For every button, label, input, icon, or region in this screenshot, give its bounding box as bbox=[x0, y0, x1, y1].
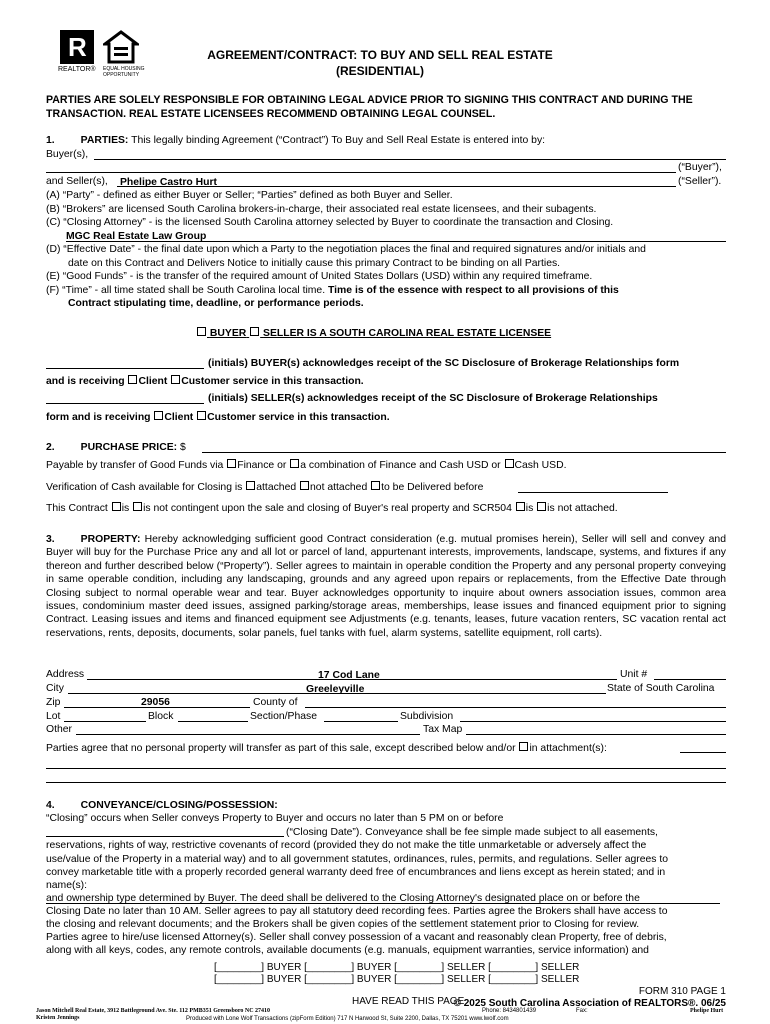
section-3-text: 3. PROPERTY: Hereby acknowledging sufficient good Contract consideration (e.g. mutual promises herein), Seller will sell and convey and Buyer will buy for the Purchase Price any and all lot or parcel of land, appurtenant interests, improvements, landscape, systems, and fixtures if any thereon and further described below (“Property”). Seller agrees to maintain in operable condition the Property and any personal property conveying in same operable condition, including any landscaping, grounds and any agreed upon repairs or replacements, from the Effective Date through Closing subject to normal operable wear and tear. Buyer acknowledges opportunity to inquire about owners association issues, common area issues, condominium master deed issues, assigned parking/storage areas, memberships, lease issues and financed equipment prior to signing Contract. Leasing issues and items and financed equipment see Adjustments (e.g. tenants, leases, future vacation renters, SC vacation rental act reservations, rents, deposits, documents, solar panels, fuel tanks with fuel, alarm systems, satellite equipment, roll carts). bbox=[46, 534, 726, 639]
s4-line-8: Closing Date no later than 10 AM. Seller agrees to pay all statutory deed recording fees. Parties agree the Brokers shall have access to bbox=[46, 906, 668, 917]
s4-line-7: and ownership type determined by Buyer. The deed shall be delivered to the Closing Attorney's designated place on or before the bbox=[46, 893, 640, 904]
seller-client-checkbox[interactable] bbox=[154, 411, 163, 420]
lot-label: Lot bbox=[46, 711, 61, 722]
unit-label: Unit # bbox=[620, 669, 648, 680]
county-label: County of bbox=[253, 697, 298, 708]
zip-label: Zip bbox=[46, 697, 61, 708]
contingency-line: This Contract is is not contingent upon the sale and closing of Buyer's real property and SCR504 is is not attached. bbox=[46, 503, 618, 514]
def-f-1: (F) “Time” - all time stated shall be South Carolina local time. Time is of the essence with respect to all provisions of this bbox=[46, 285, 619, 296]
buyer-initial-3[interactable]: [________] bbox=[214, 974, 265, 985]
deliver-checkbox[interactable] bbox=[371, 481, 380, 490]
form-number: FORM 310 PAGE 1 bbox=[638, 986, 726, 997]
s4-line-3: reservations, rights of way, restrictive covenants of record (provided they do not make the title unmarketable or adversely affect the bbox=[46, 840, 647, 851]
produced-with: Produced with Lone Wolf Transactions (zipForm Edition) 717 N Harwood St, Suite 2200, Dallas, TX 75201 www.lwolf.com bbox=[186, 1016, 509, 1022]
buyers-label: Buyer(s), bbox=[46, 149, 89, 160]
section-2-heading: 2. PURCHASE PRICE: $ bbox=[46, 442, 186, 453]
buyer-service-line: and is receiving Client Customer service in this transaction. bbox=[46, 376, 364, 387]
city-value: Greeleyville bbox=[306, 684, 365, 695]
sellers-label: and Seller(s), bbox=[46, 176, 108, 187]
closing-attorney-field[interactable] bbox=[66, 241, 726, 242]
buyer-suffix: (“Buyer”), bbox=[678, 162, 722, 173]
section-label: Section/Phase bbox=[250, 711, 318, 722]
footer-initials: [________] BUYER [________] BUYER [________] SELLER [________] SELLER [________] BUYER [________] BUYER [________] SELLER [________] SELLER bbox=[214, 962, 580, 985]
attached-checkbox[interactable] bbox=[246, 481, 255, 490]
unit-field[interactable] bbox=[654, 679, 726, 680]
licensee-statement: BUYER SELLER IS A SOUTH CAROLINA REAL ESTATE LICENSEE bbox=[196, 327, 551, 340]
section-4-heading: 4. CONVEYANCE/CLOSING/POSSESSION: bbox=[46, 800, 278, 811]
s4-line-11: along with all keys, codes, any remote controls, available documents (e.g. manuals, equipment warranties, service information) and bbox=[46, 945, 649, 956]
purchase-price-field[interactable] bbox=[202, 452, 726, 453]
finance-cash-checkbox[interactable] bbox=[290, 459, 299, 468]
taxmap-field[interactable] bbox=[466, 734, 726, 735]
address-value: 17 Cod Lane bbox=[318, 670, 380, 681]
buyer-names-field[interactable] bbox=[94, 159, 726, 160]
scr504-is-not-checkbox[interactable] bbox=[537, 502, 546, 511]
s4-line-4: use/value of the Property in a material way) and to all government statutes, ordinances, rules, permits, and regulations. Seller agrees to bbox=[46, 854, 669, 865]
other-label: Other bbox=[46, 724, 72, 735]
buyer-initial-4[interactable]: [________] bbox=[304, 974, 355, 985]
verification-line: Verification of Cash available for Closing is attached not attached to be Delivered before bbox=[46, 482, 484, 493]
not-attached-checkbox[interactable] bbox=[300, 481, 309, 490]
block-field[interactable] bbox=[178, 721, 248, 722]
is-contingent-checkbox[interactable] bbox=[112, 502, 121, 511]
finance-checkbox[interactable] bbox=[227, 459, 236, 468]
phone: Phone: 8434801439 bbox=[482, 1008, 537, 1014]
broker-info: Jason Mitchell Real Estate, 3912 Battleground Ave. Ste. 112 PMB351 Greensboro NC 27410 Kristen Jennings bbox=[36, 1008, 271, 1021]
realtor-caption: REALTOR® bbox=[58, 66, 96, 73]
block-label: Block bbox=[148, 711, 174, 722]
zip-value: 29056 bbox=[141, 697, 170, 708]
section-field[interactable] bbox=[324, 721, 398, 722]
client-name: Phelipe Hurt bbox=[690, 1008, 724, 1014]
deliver-date-field[interactable] bbox=[518, 492, 668, 493]
seller-initials-field[interactable] bbox=[46, 403, 204, 404]
buyer-licensee-checkbox[interactable] bbox=[197, 327, 206, 336]
scr504-is-checkbox[interactable] bbox=[516, 502, 525, 511]
legal-warning: PARTIES ARE SOLELY RESPONSIBLE FOR OBTAINING LEGAL ADVICE PRIOR TO SIGNING THIS CONTRACT AND DURING THE TRANSACTION. REAL ESTATE LICENSEES RECOMMEND OBTAINING LEGAL COUNSEL. bbox=[46, 94, 693, 120]
s4-line-1: “Closing” occurs when Seller conveys Property to Buyer and occurs no later than 5 PM on or before bbox=[46, 813, 504, 824]
s4-line-6: name(s): bbox=[46, 880, 87, 891]
def-a: (A) “Party” - defined as either Buyer or Seller; “Parties” defined as both Buyer and Seller. bbox=[46, 190, 453, 201]
def-d-2: date on this Contract and Delivers Notice to initially cause this primary Contract to be binding on all Parties. bbox=[68, 258, 561, 269]
payable-line: Payable by transfer of Good Funds via Finance or a combination of Finance and Cash USD or Cash USD. bbox=[46, 460, 567, 471]
closing-date-field[interactable] bbox=[46, 836, 284, 837]
seller-name-value: Phelipe Castro Hurt bbox=[120, 177, 217, 188]
def-f-2: Contract stipulating time, deadline, or performance periods. bbox=[68, 298, 364, 309]
subdivision-label: Subdivision bbox=[400, 711, 454, 722]
other-field[interactable] bbox=[76, 734, 420, 735]
def-b: (B) “Brokers” are licensed South Carolina brokers-in-charge, their associated real estate licensees, and their subagents. bbox=[46, 204, 597, 215]
def-e: (E) “Good Funds” - is the transfer of the required amount of United States Dollars (USD) within any required timeframe. bbox=[46, 271, 593, 282]
seller-initial-2[interactable]: [________] bbox=[488, 962, 539, 973]
seller-initial-4[interactable]: [________] bbox=[488, 974, 539, 985]
have-read-text: HAVE READ THIS PAGE bbox=[352, 996, 465, 1007]
buyer-initials-field[interactable] bbox=[46, 368, 204, 369]
buyer-initial-2[interactable]: [________] bbox=[304, 962, 355, 973]
buyer-names-field-2[interactable] bbox=[46, 172, 676, 173]
buyer-customer-checkbox[interactable] bbox=[171, 375, 180, 384]
copyright: © 2025 South Carolina Association of REALTORS®. 06/25 bbox=[453, 998, 726, 1009]
subdivision-field[interactable] bbox=[460, 721, 726, 722]
county-field[interactable] bbox=[305, 707, 726, 708]
is-not-contingent-checkbox[interactable] bbox=[133, 502, 142, 511]
lot-field[interactable] bbox=[64, 721, 146, 722]
personal-property-line: Parties agree that no personal property will transfer as part of this sale, except described below and/or in attachment(s): bbox=[46, 743, 607, 754]
s4-line-5: convey marketable title with a properly recorded general warranty deed free of encumbrances and liens except as herein stated; and in bbox=[46, 867, 666, 878]
seller-customer-checkbox[interactable] bbox=[197, 411, 206, 420]
seller-initial-1[interactable]: [________] bbox=[394, 962, 445, 973]
closing-attorney-value: MGC Real Estate Law Group bbox=[66, 231, 207, 242]
buyer-initials-text: (initials) BUYER(s) acknowledges receipt of the SC Disclosure of Brokerage Relationships form bbox=[208, 358, 680, 369]
city-label: City bbox=[46, 683, 64, 694]
seller-suffix: (“Seller”). bbox=[678, 176, 722, 187]
attachment-checkbox[interactable] bbox=[519, 742, 528, 751]
attachment-field[interactable] bbox=[680, 752, 726, 753]
page-title: AGREEMENT/CONTRACT: TO BUY AND SELL REAL ESTATE (RESIDENTIAL) bbox=[207, 48, 553, 78]
address-label: Address bbox=[46, 669, 85, 680]
state-label: State of South Carolina bbox=[607, 683, 715, 694]
seller-initials-text: (initials) SELLER(s) acknowledges receipt of the SC Disclosure of Brokerage Relationships bbox=[208, 393, 658, 404]
eho-caption: EQUAL HOUSING OPPORTUNITY bbox=[103, 66, 145, 78]
equal-housing-icon bbox=[103, 30, 139, 64]
buyer-client-checkbox[interactable] bbox=[128, 375, 137, 384]
s4-line-10: Parties agree to hire/use licensed Attorney(s). Seller shall convey possession of a vacant and reasonably clean Property, free of debris, bbox=[46, 932, 667, 943]
seller-initial-3[interactable]: [________] bbox=[394, 974, 445, 985]
seller-licensee-checkbox[interactable] bbox=[250, 327, 259, 336]
s4-line-9: the closing and relevant documents; and the Brokers shall be given copies of the settlement statement prior to Closing for review. bbox=[46, 919, 640, 930]
personal-property-field-1[interactable] bbox=[46, 768, 726, 769]
s4-line-2: (“Closing Date”). Conveyance shall be fee simple made subject to all easements, bbox=[286, 827, 658, 838]
realtor-logo: R bbox=[60, 30, 94, 64]
section-1-heading: 1. PARTIES: This legally binding Agreement (“Contract”) To Buy and Sell Real Estate is entered into by: bbox=[46, 135, 546, 146]
def-c: (C) “Closing Attorney” - is the licensed South Carolina attorney selected by Buyer to coordinate the transaction and Closing. bbox=[46, 217, 614, 228]
taxmap-label: Tax Map bbox=[423, 724, 463, 735]
seller-service-line: form and is receiving Client Customer service in this transaction. bbox=[46, 412, 390, 423]
buyer-initial-1[interactable]: [________] bbox=[214, 962, 265, 973]
personal-property-field-2[interactable] bbox=[46, 782, 726, 783]
cash-checkbox[interactable] bbox=[505, 459, 514, 468]
def-d-1: (D) “Effective Date” - the final date upon which a Party to the negotiation places the final and required signatures and/or initials and bbox=[46, 244, 646, 255]
fax: Fax: bbox=[576, 1008, 588, 1014]
